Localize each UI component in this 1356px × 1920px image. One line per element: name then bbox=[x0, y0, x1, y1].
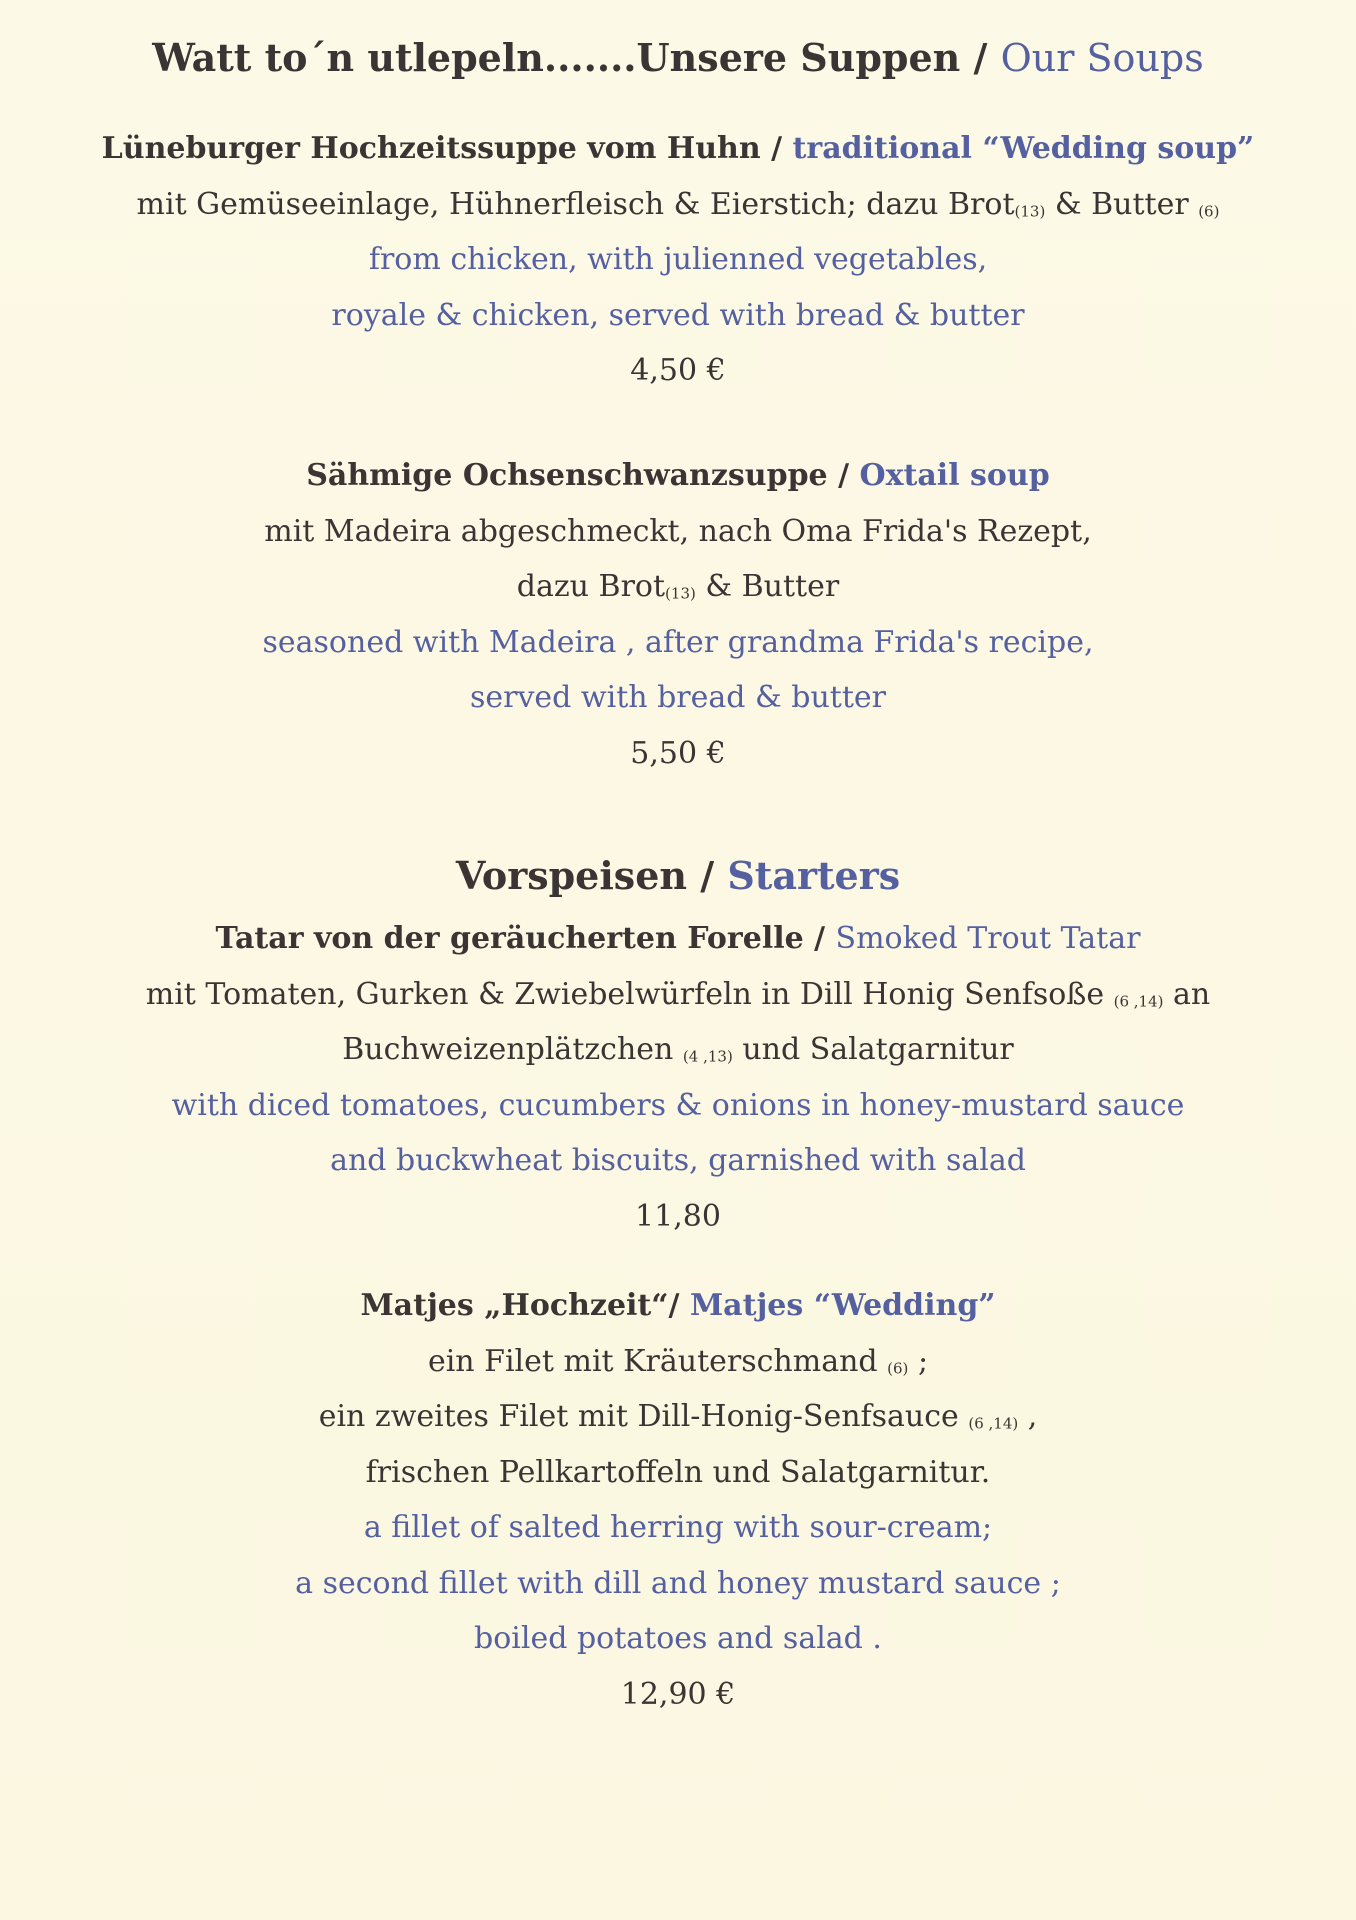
dish-matjes-wedding bbox=[0, 1278, 1356, 1722]
dish-description-text: ; bbox=[908, 1343, 929, 1379]
dish-trout-tatar bbox=[0, 911, 1356, 1244]
dish-price: 12,90 € bbox=[620, 1676, 736, 1712]
allergen-note: (13) bbox=[665, 584, 696, 603]
allergen-note: (6 ,14) bbox=[968, 1414, 1019, 1433]
dish-description-en: from chicken, with julienned vegetables, bbox=[368, 242, 988, 277]
allergen-note: (13) bbox=[1014, 201, 1046, 220]
dish-description-text: & Butter bbox=[695, 569, 840, 604]
allergen-note: (4 ,13) bbox=[682, 1047, 733, 1066]
soups-heading-de: Watt to´n utlepeln.......Unsere Suppen / bbox=[152, 35, 1001, 80]
dish-description-de bbox=[0, 967, 1356, 1023]
dish-description-text: ein Filet mit Kräuterschmand bbox=[427, 1343, 888, 1379]
dish-price: 11,80 bbox=[635, 1198, 721, 1234]
dish-description-en: a second fillet with dill and honey mustard sauce ; bbox=[295, 1565, 1061, 1601]
dish-description-de: frischen Pellkartoffeln und Salatgarnitur. bbox=[365, 1454, 991, 1490]
dish-description-de bbox=[0, 1334, 1356, 1390]
starters-heading bbox=[0, 846, 1356, 906]
dish-description-en: seasoned with Madeira , after grandma Frida's recipe, bbox=[262, 624, 1094, 660]
allergen-note: (6) bbox=[887, 1358, 909, 1377]
dish-description-en: and buckwheat biscuits, garnished with salad bbox=[330, 1143, 1026, 1178]
dish-price: 5,50 € bbox=[630, 735, 726, 771]
soups-heading bbox=[0, 28, 1356, 88]
dish-price: 4,50 € bbox=[630, 353, 726, 388]
dish-description-de bbox=[0, 1022, 1356, 1078]
allergen-note: (6 ,14) bbox=[1113, 991, 1164, 1010]
dish-description-text: dazu Brot bbox=[516, 569, 666, 604]
dish-title-en: Matjes “Wedding” bbox=[689, 1288, 996, 1323]
dish-description-text: ein zweites Filet mit Dill-Honig-Senfsauce bbox=[318, 1399, 969, 1434]
dish-description-en: boiled potatoes and salad . bbox=[474, 1621, 882, 1656]
dish-description-en: royale & chicken, served with bread & butter bbox=[331, 297, 1025, 333]
dish-wedding-soup bbox=[0, 121, 1356, 399]
dish-title-de: Lüneburger Hochzeitssuppe vom Huhn / bbox=[101, 131, 793, 166]
dish-description-text: mit Gemüseeinlage, Hühnerfleisch & Eierstich; dazu Brot bbox=[136, 186, 1015, 222]
dish-description-de bbox=[0, 177, 1356, 233]
dish-description-text: und Salatgarnitur bbox=[732, 1032, 1014, 1067]
dish-oxtail-soup bbox=[0, 448, 1356, 781]
dish-title-en: Oxtail soup bbox=[859, 458, 1050, 493]
starters-heading-en: Starters bbox=[727, 853, 901, 898]
dish-description-en: with diced tomatoes, cucumbers & onions in honey-mustard sauce bbox=[171, 1087, 1185, 1123]
allergen-note: (6) bbox=[1198, 201, 1220, 220]
soups-heading-en: Our Soups bbox=[1000, 36, 1204, 80]
dish-description-text: mit Tomaten, Gurken & Zwiebelwürfeln in Dill Honig Senfsoße bbox=[145, 976, 1114, 1012]
dish-title-de: Sähmige Ochsenschwanzsuppe / bbox=[306, 458, 860, 493]
dish-title-en: traditional “Wedding soup” bbox=[792, 131, 1255, 166]
starters-heading-de: Vorspeisen / bbox=[455, 853, 728, 898]
dish-description-en: a fillet of salted herring with sour-cream; bbox=[363, 1510, 993, 1545]
dish-title-de: Matjes „Hochzeit“/ bbox=[360, 1288, 690, 1323]
dish-description-text: , bbox=[1018, 1399, 1038, 1434]
dish-description-de bbox=[0, 559, 1356, 615]
dish-description-de bbox=[0, 1389, 1356, 1445]
dish-description-en: served with bread & butter bbox=[469, 680, 886, 715]
dish-title-de: Tatar von der geräucherten Forelle / bbox=[215, 921, 836, 956]
dish-description-text: an bbox=[1163, 976, 1211, 1012]
dish-description-text: Buchweizenplätzchen bbox=[342, 1032, 683, 1067]
dish-description-text: & Butter bbox=[1045, 186, 1199, 222]
dish-title-en: Smoked Trout Tatar bbox=[835, 921, 1141, 956]
dish-description-de: mit Madeira abgeschmeckt, nach Oma Frida's Rezept, bbox=[264, 513, 1092, 549]
